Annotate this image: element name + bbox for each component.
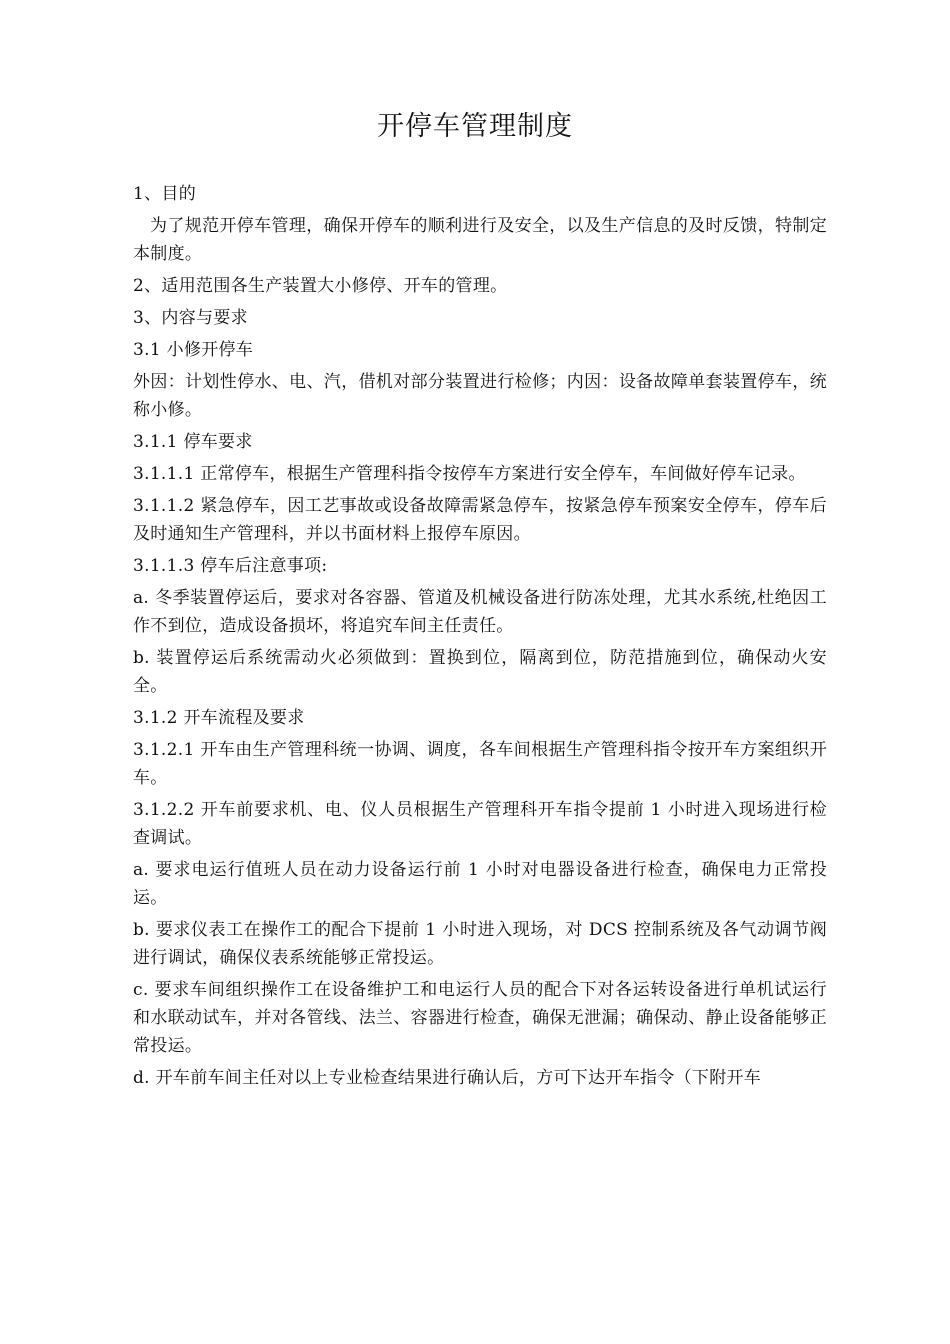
paragraph-item-b-hotwork: b. 装置停运后系统需动火必须做到：置换到位，隔离到位，防范措施到位，确保动火安全。 bbox=[133, 648, 827, 696]
paragraph-section-3-1-1: 3.1.1 停车要求 bbox=[133, 432, 253, 452]
paragraph-causes: 外因：计划性停水、电、汽，借机对部分装置进行检修；内因：设备故障单套装置停车，统称小修。 bbox=[133, 372, 827, 420]
paragraph-item-a-electrical: a. 要求电运行值班人员在动力设备运行前 1 小时对电器设备进行检查，确保电力正常投运。 bbox=[133, 860, 827, 908]
paragraph-purpose-heading: 1、目的 bbox=[133, 184, 197, 204]
paragraph-section-3-1: 3.1 小修开停车 bbox=[133, 340, 254, 360]
document-body bbox=[133, 180, 827, 1096]
paragraph-content-heading: 3、内容与要求 bbox=[133, 308, 248, 328]
paragraph-item-c-workshop: c. 要求车间组织操作工在设备维护工和电运行人员的配合下对各运转设备进行单机试运行和水联动试车，并对各管线、法兰、容器进行检查，确保无泄漏；确保动、静止设备能够正常投运。 bbox=[133, 980, 827, 1056]
paragraph-3-1-2-1: 3.1.2.1 开车由生产管理科统一协调、调度，各车间根据生产管理科指令按开车方案组织开车。 bbox=[133, 740, 827, 788]
paragraph-item-d-confirmation: d. 开车前车间主任对以上专业检查结果进行确认后，方可下达开车指令（下附开车 bbox=[133, 1068, 762, 1088]
paragraph-3-1-1-3: 3.1.1.3 停车后注意事项: bbox=[133, 556, 328, 576]
paragraph-3-1-1-1: 3.1.1.1 正常停车，根据生产管理科指令按停车方案进行安全停车，车间做好停车记录。 bbox=[133, 464, 806, 484]
paragraph-scope: 2、适用范围各生产装置大小修停、开车的管理。 bbox=[133, 276, 508, 296]
document-title: 开停车管理制度 bbox=[377, 111, 573, 142]
paragraph-item-b-instrument: b. 要求仪表工在操作工的配合下提前 1 小时进入现场，对 DCS 控制系统及各气动调节阀进行调试，确保仪表系统能够正常投运。 bbox=[133, 920, 827, 968]
paragraph-3-1-2-2: 3.1.2.2 开车前要求机、电、仪人员根据生产管理科开车指令提前 1 小时进入现场进行检查调试。 bbox=[133, 800, 827, 848]
paragraph-purpose-text: 为了规范开停车管理，确保开停车的顺利进行及安全，以及生产信息的及时反馈，特制定本制度。 bbox=[133, 216, 827, 264]
paragraph-item-a-winter: a. 冬季装置停运后，要求对各容器、管道及机械设备进行防冻处理，尤其水系统,杜绝因工作不到位，造成设备损坏，将追究车间主任责任。 bbox=[133, 588, 827, 636]
paragraph-3-1-1-2: 3.1.1.2 紧急停车，因工艺事故或设备故障需紧急停车，按紧急停车预案安全停车，停车后及时通知生产管理科，并以书面材料上报停车原因。 bbox=[133, 496, 827, 544]
paragraph-section-3-1-2: 3.1.2 开车流程及要求 bbox=[133, 708, 305, 728]
